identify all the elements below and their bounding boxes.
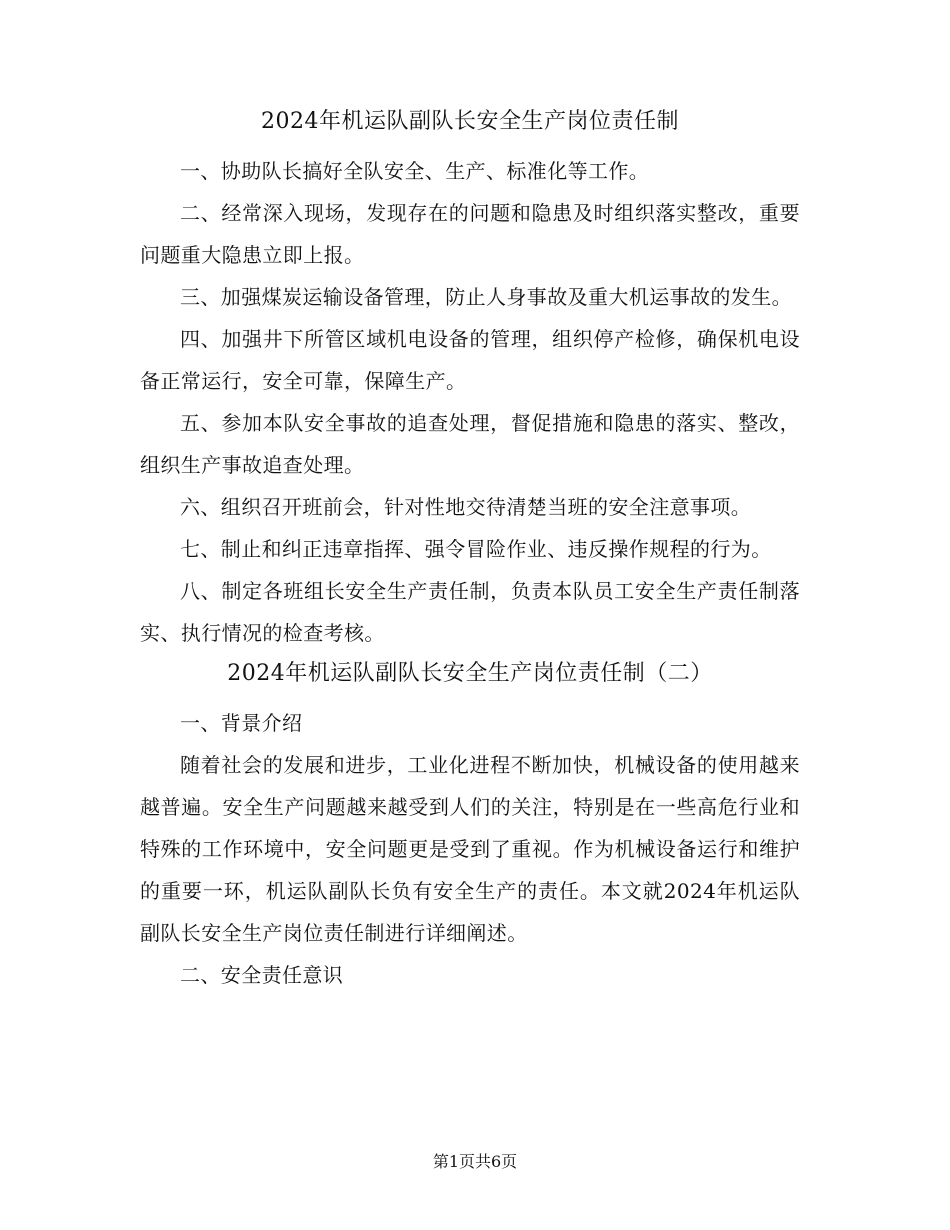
background-paragraph: 随着社会的发展和进步，工业化进程不断加快，机械设备的使用越来越普遍。安全生产问题越来越受到人们的关注，特别是在一些高危行业和特殊的工作环境中，安全问题更是受到了重视。作为机械设备运行和维护的重要一环，机运队副队长负有安全生产的责任。本文就2024年机运队副队长安全生产岗位责任制进行详细阐述。 <box>140 753 800 945</box>
document-title: 2024年机运队副队长安全生产岗位责任制 <box>261 109 679 134</box>
document-body <box>140 102 800 996</box>
section-heading-background: 一、背景介绍 <box>180 711 303 735</box>
document-subtitle: 2024年机运队副队长安全生产岗位责任制（二） <box>227 661 713 686</box>
duty-item-7: 七、制止和纠正违章指挥、强令冒险作业、违反操作规程的行为。 <box>180 537 772 561</box>
duty-item-1: 一、协助队长搞好全队安全、生产、标准化等工作。 <box>180 159 650 183</box>
duty-item-3: 三、加强煤炭运输设备管理，防止人身事故及重大机运事故的发生。 <box>180 285 792 309</box>
duty-item-5: 五、参加本队安全事故的追查处理，督促措施和隐患的落实、整改，组织生产事故追查处理。 <box>140 411 800 477</box>
duty-item-2: 二、经常深入现场，发现存在的问题和隐患及时组织落实整改，重要问题重大隐患立即上报。 <box>140 201 800 267</box>
duty-item-8: 八、制定各班组长安全生产责任制，负责本队员工安全生产责任制落实、执行情况的检查考核。 <box>140 579 800 645</box>
duty-item-6: 六、组织召开班前会，针对性地交待清楚当班的安全注意事项。 <box>180 495 752 519</box>
page-number: 第1页共6页 <box>432 1152 518 1171</box>
section-heading-responsibility: 二、安全责任意识 <box>180 963 344 987</box>
duty-item-4: 四、加强井下所管区域机电设备的管理，组织停产检修，确保机电设备正常运行，安全可靠，保障生产。 <box>140 327 800 393</box>
